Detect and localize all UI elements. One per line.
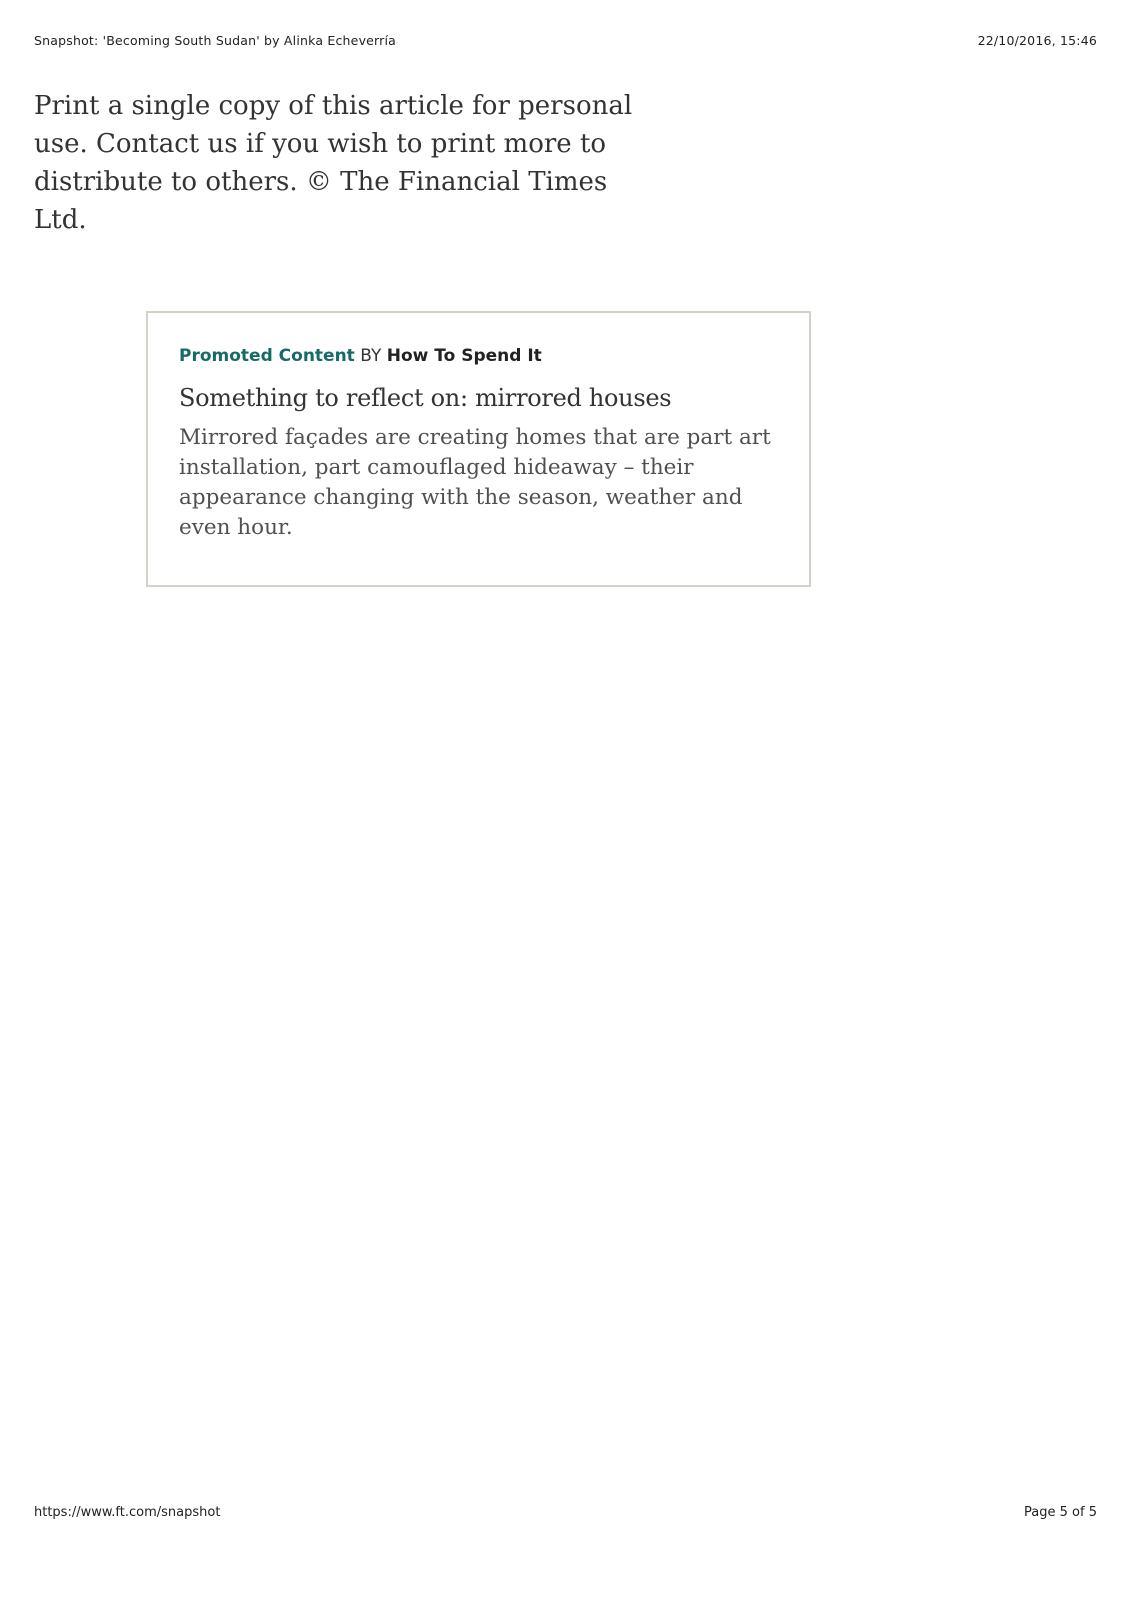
promo-headline[interactable]: Something to reflect on: mirrored houses [179, 384, 672, 412]
page-url: https://www.ft.com/snapshot [34, 1505, 221, 1520]
promo-standfirst: Mirrored façades are creating homes that are part art installation, part camouflaged hideaway – their appearance changing with the season, weather and even hour. [179, 425, 771, 540]
promo-meta [179, 343, 779, 369]
promoted-content-box[interactable] [146, 311, 811, 587]
promo-brand[interactable]: How To Spend It [386, 346, 542, 366]
copyright-notice: Print a single copy of this article for personal use. Contact us if you wish to print more to distribute to others. © The Financial Times Ltd. [34, 91, 633, 235]
page-number: Page 5 of 5 [1024, 1505, 1097, 1520]
document-title: Snapshot: 'Becoming South Sudan' by Alinka Echeverría [34, 33, 397, 48]
promoted-content-label: Promoted Content [179, 346, 355, 366]
print-datetime: 22/10/2016, 15:46 [977, 33, 1097, 48]
print-header [34, 33, 1097, 53]
promo-by-label: BY [360, 346, 382, 366]
print-footer [34, 1505, 1097, 1525]
